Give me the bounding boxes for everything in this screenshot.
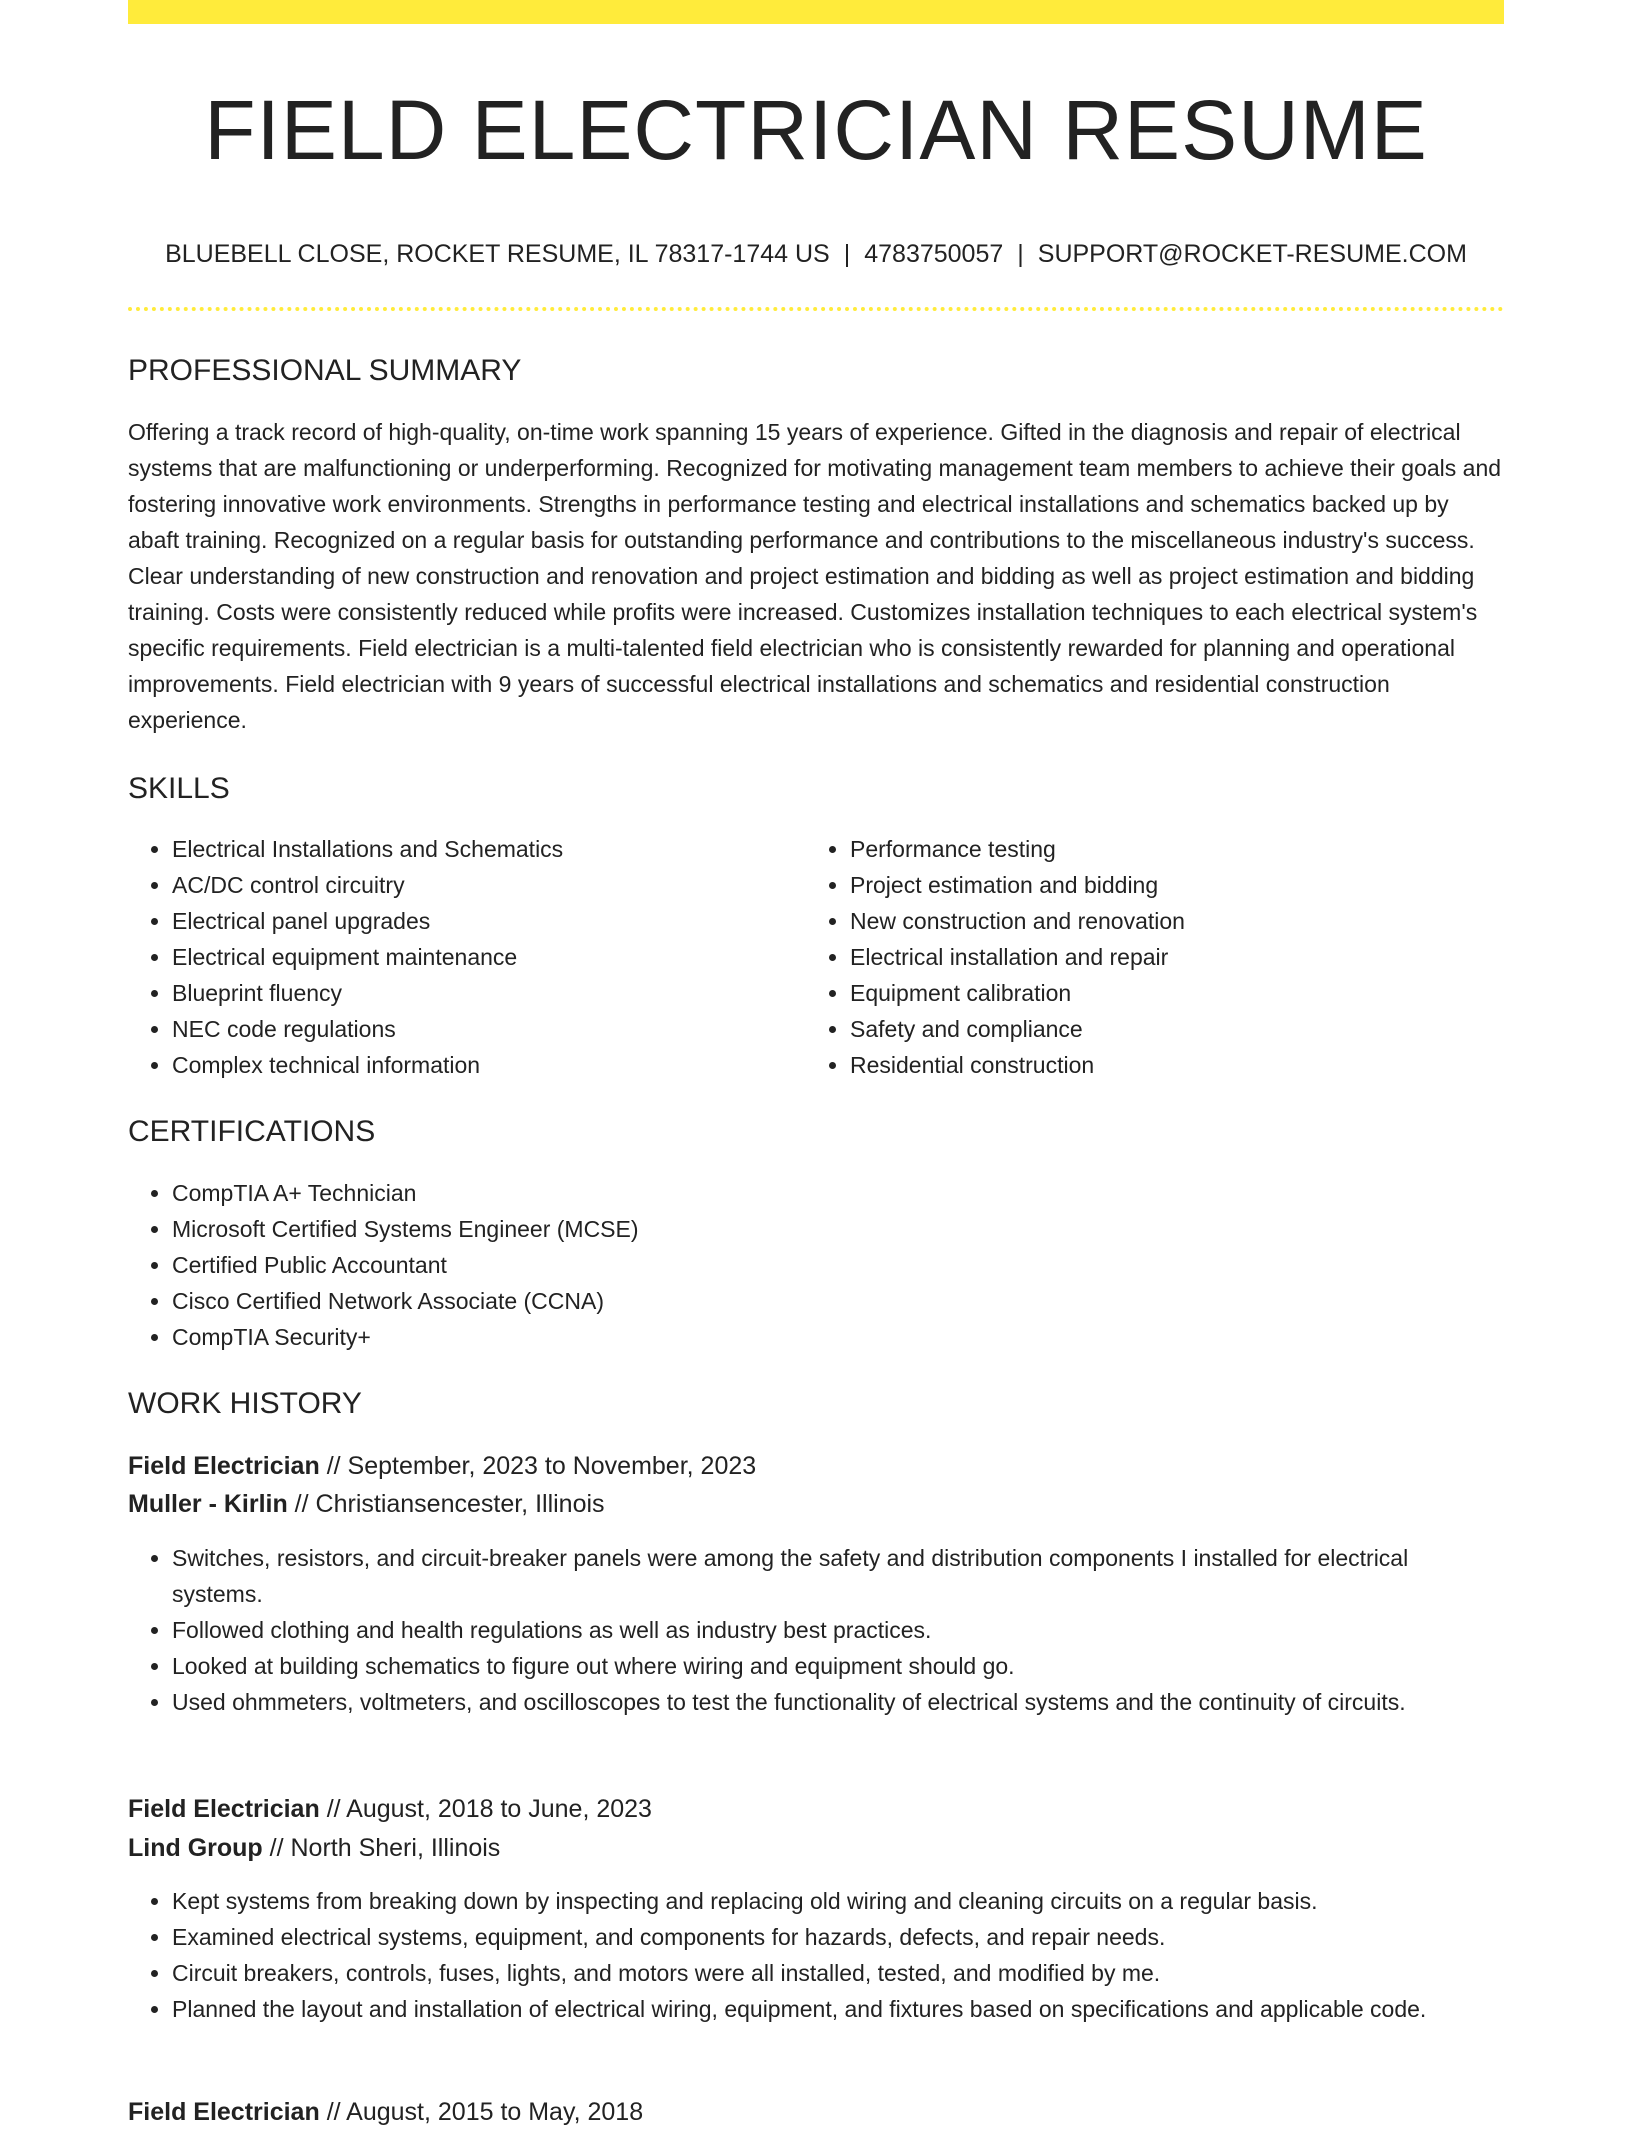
- contact-separator: |: [1017, 240, 1024, 268]
- job-location: North Sheri, Illinois: [290, 1834, 501, 1862]
- skill-item: • Project estimation and bidding: [850, 867, 1490, 903]
- skills-heading: SKILLS: [128, 772, 230, 805]
- job-bullet: • Examined electrical systems, equipment, and components for hazards, defects, and repair needs.: [172, 1919, 1484, 1955]
- resume-title: FIELD ELECTRICIAN RESUME: [204, 83, 1428, 177]
- certification-item: • Certified Public Accountant: [172, 1247, 1472, 1283]
- job-title: Field Electrician: [128, 1452, 320, 1480]
- skill-item: • Performance testing: [850, 831, 1490, 867]
- contact-line: [128, 236, 1504, 272]
- skill-item: • Electrical installation and repair: [850, 939, 1490, 975]
- skill-item: • Electrical equipment maintenance: [172, 939, 812, 975]
- contact-separator: |: [843, 240, 851, 268]
- job-separator: //: [287, 1490, 316, 1518]
- skills-list-left: [128, 831, 812, 1083]
- skills-list-right: [806, 831, 1490, 1083]
- dotted-divider: [128, 307, 1504, 311]
- certifications-heading: CERTIFICATIONS: [128, 1115, 376, 1148]
- skill-item: • Equipment calibration: [850, 975, 1490, 1011]
- job-separator: //: [319, 1795, 347, 1823]
- job-title: Field Electrician: [128, 1795, 320, 1823]
- job-title: Field Electrician: [128, 2098, 320, 2126]
- job-bullet: • Looked at building schematics to figure out where wiring and equipment should go.: [172, 1648, 1464, 1684]
- contact-email: SUPPORT@ROCKET-RESUME.COM: [1037, 240, 1467, 268]
- certification-item: • Microsoft Certified Systems Engineer (MCSE): [172, 1211, 1472, 1247]
- certifications-list: [128, 1175, 1472, 1355]
- job-company: Muller - Kirlin: [128, 1490, 288, 1518]
- job-title-line: [128, 1447, 756, 1485]
- job-title-line: [128, 1790, 652, 1828]
- job-dates: September, 2023 to November, 2023: [347, 1452, 757, 1480]
- skill-item: • NEC code regulations: [172, 1011, 812, 1047]
- job-bullet: • Kept systems from breaking down by inspecting and replacing old wiring and cleaning circuits on a regular basis.: [172, 1883, 1484, 1919]
- summary-heading: PROFESSIONAL SUMMARY: [128, 354, 522, 387]
- skill-item: • Complex technical information: [172, 1047, 812, 1083]
- job-bullet: • Planned the layout and installation of electrical wiring, equipment, and fixtures based on specifications and applicable code.: [172, 1991, 1484, 2027]
- job-bullet: • Switches, resistors, and circuit-breaker panels were among the safety and distribution components I installed for electrical systems.: [172, 1540, 1464, 1612]
- skill-item: • Electrical panel upgrades: [172, 903, 812, 939]
- certification-item: • CompTIA Security+: [172, 1319, 1472, 1355]
- job-dates: August, 2015 to May, 2018: [346, 2098, 644, 2126]
- job-bullets: [128, 1540, 1504, 1720]
- job-bullet: • Used ohmmeters, voltmeters, and oscilloscopes to test the functionality of electrical systems and the continuity of circuits.: [172, 1684, 1464, 1720]
- job-separator: //: [319, 2098, 347, 2126]
- job-bullets: [128, 1883, 1504, 2027]
- resume-page: [128, 0, 1504, 2126]
- summary-text: Offering a track record of high-quality, on-time work spanning 15 years of experience. Gifted in the diagnosis and repair of electrical systems that are malfunctioning or underperforming. Recognized for motivating management team members to achieve their goals and fostering innovative work environments. Strengths in performance testing and electrical installations and schematics backed up by abaft training. Recognized on a regular basis for outstanding performance and contributions to the miscellaneous industry's success. Clear understanding of new construction and renovation and project estimation and bidding as well as project estimation and bidding training. Costs were consistently reduced while profits were increased. Customizes installation techniques to each electrical system's specific requirements. Field electrician is a multi-talented field electrician who is consistently rewarded for planning and operational improvements. Field electrician with 9 years of successful electrical installations and schematics and residential construction experience.: [128, 419, 1502, 733]
- skill-item: • Blueprint fluency: [172, 975, 812, 1011]
- job-company: Lind Group: [128, 1834, 263, 1862]
- skill-item: • Safety and compliance: [850, 1011, 1490, 1047]
- certification-item: • Cisco Certified Network Associate (CCNA): [172, 1283, 1472, 1319]
- work-history-heading: WORK HISTORY: [128, 1387, 362, 1420]
- job-location: Christiansencester, Illinois: [315, 1490, 605, 1518]
- skill-item: • Electrical Installations and Schematics: [172, 831, 812, 867]
- job-company-line: [128, 1829, 500, 1867]
- skill-item: • Residential construction: [850, 1047, 1490, 1083]
- job-bullet: • Circuit breakers, controls, fuses, lights, and motors were all installed, tested, and modified by me.: [172, 1955, 1484, 1991]
- job-title-line: [128, 2093, 643, 2131]
- accent-top-bar: [128, 0, 1504, 24]
- job-separator: //: [262, 1834, 291, 1862]
- job-bullet: • Followed clothing and health regulations as well as industry best practices.: [172, 1612, 1464, 1648]
- contact-phone: 4783750057: [864, 240, 1004, 268]
- certification-item: • CompTIA A+ Technician: [172, 1175, 1472, 1211]
- contact-address: BLUEBELL CLOSE, ROCKET RESUME, IL 78317-1744 US: [165, 240, 830, 268]
- job-dates: August, 2018 to June, 2023: [346, 1795, 652, 1823]
- job-company-line: [128, 1485, 605, 1523]
- skill-item: • New construction and renovation: [850, 903, 1490, 939]
- skill-item: • AC/DC control circuitry: [172, 867, 812, 903]
- job-separator: //: [319, 1452, 348, 1480]
